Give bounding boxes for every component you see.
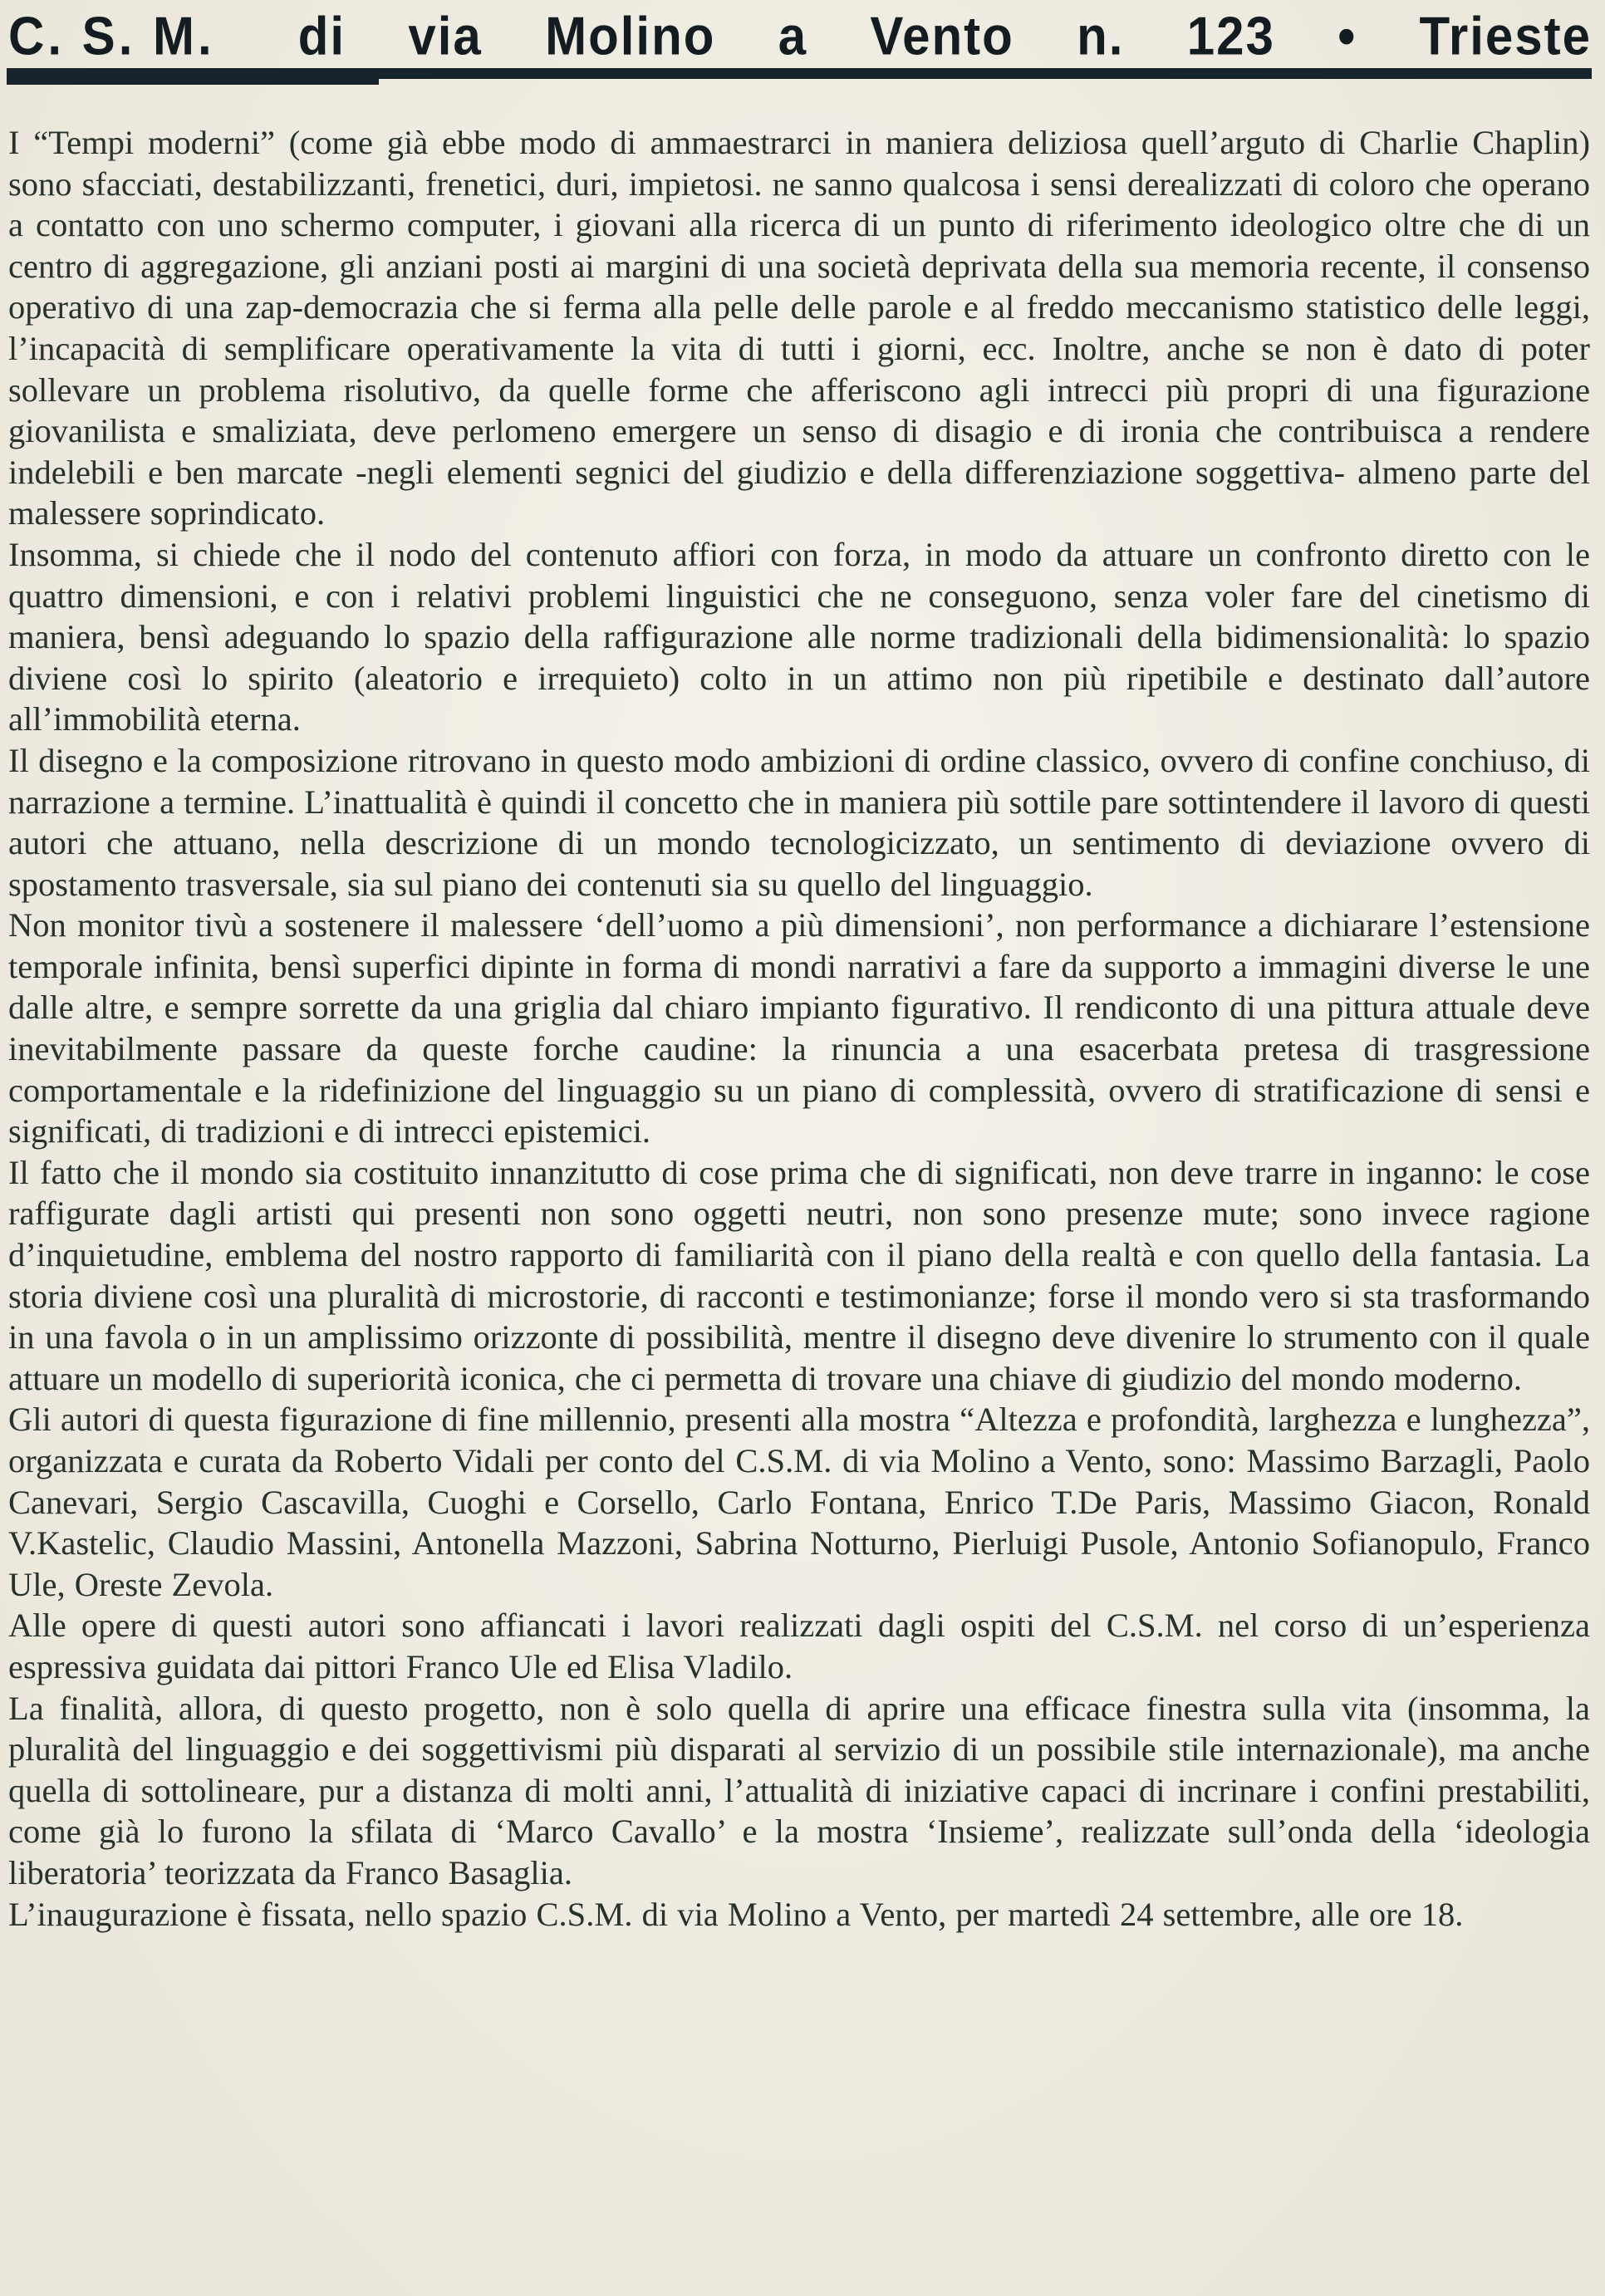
- paragraph: Non monitor tivù a sostenere il malessere ‘dell’uomo a più dimensioni’, non performance a dichiarare l’estensione temporale infinita, bensì superfici dipinte in forma di mondi narrativi a fare da supporto a immagini diverse le une dalle altre, e sempre sorrette da una griglia dal chiaro impianto figurativo. Il rendiconto di una pittura attuale deve inevitabilmente passare da queste forche caudine: la rinuncia a una esacerbata pretesa di trasgressione comportamentale e la ridefinizione del linguaggio su un piano di complessità, ovvero di stratificazione di sensi e significati, di tradizioni e di intrecci epistemici.: [8, 906, 1590, 1150]
- paragraph: Insomma, si chiede che il nodo del contenuto affiori con forza, in modo da attuare un confronto diretto con le quattro dimensioni, e con i relativi problemi linguistici che ne conseguono, senza voler fare del cinetismo di maniera, bensì adeguando lo spazio della raffigurazione alle norme tradizionali della bidimensionalità: lo spazio diviene così lo spirito (aleatorio e irrequieto) colto in un attimo non più ripetibile e destinato dall’autore all’immobilità eterna.: [8, 535, 1590, 738]
- paragraph: I “Tempi moderni” (come già ebbe modo di ammaestrarci in maniera deliziosa quell’arguto di Charlie Chaplin) sono sfacciati, destabilizzanti, frenetici, duri, impietosi. ne sanno qualcosa i sensi derealizzati di coloro che operano a contatto con uno schermo computer, i giovani alla ricerca di un punto di riferimento ideologico oltre che di un centro di aggregazione, gli anziani posti ai margini di una società deprivata della sua memoria recente, il consenso operativo di una zap-democrazia che si ferma alla pelle delle parole e al freddo meccanismo statistico delle leggi, l’incapacità di semplificare operativamente la vita di tutti i giorni, ecc. Inoltre, anche se non è dato di poter sollevare un problema risolutivo, da quelle forme che afferiscono agli intrecci più propri di una figurazione giovanilista e smaliziata, deve perlomeno emergere un senso di disagio e di ironia che contribuisca a rendere indelebili e ben marcate -negli elementi segnici del giudizio e della differenziazione soggettiva- almeno parte del malessere soprindicato.: [8, 124, 1590, 532]
- header-rule-step: [7, 75, 379, 85]
- paragraph: Il fatto che il mondo sia costituito innanzitutto di cose prima che di significati, non deve trarre in inganno: le cose raffigurate dagli artisti qui presenti non sono oggetti neutri, non sono presenze mute; sono invece ragione d’inquietudine, emblema del nostro rapporto di familiarità con il piano della realtà e con quello della fantasia. La storia diviene così una pluralità di microstorie, di racconti e testimonianze; forse il mondo vero si sta trasformando in una favola o in un amplissimo orizzonte di possibilità, mentre il disegno deve divenire lo strumento con il quale attuare un modello di superiorità iconica, che ci permetta di trovare una chiave di giudizio del mondo moderno.: [8, 1153, 1590, 1397]
- paragraph: Gli autori di questa figurazione di fine millennio, presenti alla mostra “Altezza e profondità, larghezza e lunghezza”, organizzata e curata da Roberto Vidali per conto del C.S.M. di via Molino a Vento, sono: Massimo Barzagli, Paolo Canevari, Sergio Cascavilla, Cuoghi e Corsello, Carlo Fontana, Enrico T.De Paris, Massimo Giacon, Ronald V.Kastelic, Claudio Massini, Antonella Mazzoni, Sabrina Notturno, Pierluigi Pusole, Antonio Sofianopulo, Franco Ule, Oreste Zevola.: [8, 1401, 1590, 1603]
- document-header: [8, 5, 1592, 67]
- paragraph: Alle opere di questi autori sono affiancati i lavori realizzati dagli ospiti del C.S.M. nel corso di un’esperienza espressiva guidata dai pittori Franco Ule ed Elisa Vladilo.: [8, 1607, 1590, 1685]
- article-body: [8, 122, 1590, 1935]
- paragraph: La finalità, allora, di questo progetto, non è solo quella di aprire una efficace finestra sulla vita (insomma, la pluralità del linguaggio e dei soggettivismi più disparati al servizio di un possibile stile internazionale), ma anche quella di sottolineare, pur a distanza di molti anni, l’attualità di iniziative capaci di incrinare i confini prestabiliti, come già lo furono la sfilata di ‘Marco Cavallo’ e la mostra ‘Insieme’, realizzate sull’onda della ‘ideologia liberatoria’ teorizzata da Franco Basaglia.: [8, 1689, 1590, 1891]
- paragraph: Il disegno e la composizione ritrovano in questo modo ambizioni di ordine classico, ovvero di confine conchiuso, di narrazione a termine. L’inattualità è quindi il concetto che in maniera più sottile pare sottintendere il lavoro di questi autori che attuano, nella descrizione di un mondo tecnologicizzato, un sentimento di deviazione ovvero di spostamento trasversale, sia sul piano dei contenuti sia su quello del linguaggio.: [8, 741, 1590, 903]
- header-address-line: di via Molino a Vento n. 123 • Trieste: [297, 6, 1592, 66]
- org-title: C. S. M.: [8, 6, 215, 66]
- paragraph: L’inaugurazione è fissata, nello spazio C.S.M. di via Molino a Vento, per martedì 24 settembre, alle ore 18.: [8, 1895, 1464, 1933]
